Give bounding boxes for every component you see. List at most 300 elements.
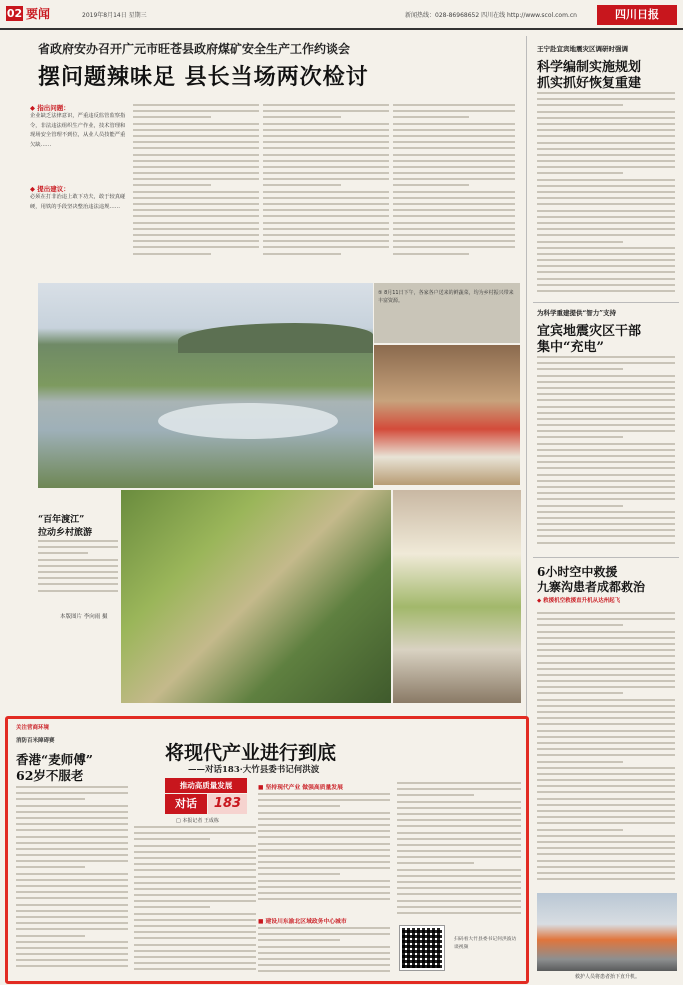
text-line	[133, 191, 259, 193]
text-line	[537, 191, 675, 193]
text-line	[263, 184, 341, 186]
text-line	[263, 191, 389, 193]
right-mid-headline-1: 宜宾地震灾区干部	[537, 324, 642, 339]
text-line	[134, 845, 256, 847]
text-line	[133, 135, 259, 137]
text-line	[537, 816, 675, 818]
text-line	[537, 129, 675, 131]
text-line	[537, 505, 623, 507]
text-line	[537, 381, 675, 383]
text-line	[537, 542, 675, 544]
photo-title-1: “百年渡江”	[38, 515, 85, 525]
text-line	[133, 178, 259, 180]
right-bottom-headline-2: 九寨沟患者成都救治	[537, 580, 646, 594]
banner-number: 183	[208, 794, 247, 814]
text-line	[133, 184, 211, 186]
photo-caption-right: ⑤ 8月11日下午，各家各户送来的鲜蔬菜，均为乡村振兴带来丰富资源。	[378, 290, 514, 304]
photo-helicopter-rescue	[537, 893, 677, 971]
right-top-kicker: 王宁赴宜宾地震灾区调研时强调	[537, 45, 628, 53]
banner-top: 推动高质量发展	[165, 778, 247, 793]
text-line	[537, 241, 623, 243]
text-line	[537, 853, 675, 855]
text-line	[38, 577, 118, 579]
text-line	[397, 887, 521, 889]
text-line	[537, 399, 675, 401]
text-line	[537, 185, 675, 187]
boxed-tag: 关注营商环境	[16, 725, 50, 731]
lead-problems-text: 企业缺乏法律意识，严重违反监管监察指令，非法违法组织生产作业，技术管理和现场安全管理不到位，从业人员技能严重欠缺……	[30, 113, 126, 148]
text-line	[537, 860, 675, 862]
text-line	[263, 154, 389, 156]
text-line	[537, 699, 675, 701]
text-line	[537, 222, 675, 224]
text-line	[537, 705, 675, 707]
text-line	[537, 804, 675, 806]
text-line	[537, 668, 675, 670]
text-line	[134, 888, 256, 890]
text-line	[133, 147, 259, 149]
text-line	[397, 788, 521, 790]
lead-column-3	[393, 104, 515, 264]
text-line	[393, 222, 515, 224]
text-line	[263, 203, 389, 205]
boxed-reporter: □ 本报记者 王成栋	[176, 818, 219, 824]
text-line	[397, 856, 521, 858]
text-line	[537, 216, 675, 218]
left-story-tag: 消防百米障碍赛	[16, 738, 55, 744]
text-line	[258, 927, 390, 929]
right-divider-1	[533, 302, 679, 303]
text-line	[537, 631, 675, 633]
text-line	[537, 467, 675, 469]
lead-column-2	[263, 104, 389, 264]
text-line	[258, 880, 390, 882]
right-divider-2	[533, 557, 679, 558]
text-line	[133, 253, 211, 255]
text-line	[133, 197, 259, 199]
text-line	[258, 970, 390, 972]
text-line	[537, 117, 675, 119]
text-line	[537, 278, 675, 280]
text-line	[258, 952, 390, 954]
text-line	[263, 209, 389, 211]
text-line	[537, 822, 675, 824]
text-line	[258, 898, 390, 900]
text-line	[134, 869, 256, 871]
text-line	[134, 919, 256, 921]
text-line	[397, 794, 474, 796]
text-line	[537, 736, 675, 738]
text-line	[537, 406, 675, 408]
text-line	[537, 356, 675, 358]
text-line	[133, 228, 259, 230]
text-line	[133, 240, 259, 242]
text-line	[537, 624, 623, 626]
text-line	[537, 674, 675, 676]
text-line	[133, 141, 259, 143]
right-top-body	[537, 92, 675, 297]
text-line	[393, 110, 515, 112]
text-line	[133, 234, 259, 236]
text-line	[537, 480, 675, 482]
right-top-headline-2: 抓实抓好恢复重建	[537, 76, 642, 91]
text-line	[258, 799, 390, 801]
text-line	[393, 228, 515, 230]
text-line	[537, 234, 675, 236]
text-line	[537, 418, 675, 420]
text-line	[258, 855, 390, 857]
text-line	[397, 893, 521, 895]
right-bottom-caption: 救护人员将患者抬下直升机。	[575, 974, 641, 980]
text-line	[537, 511, 675, 513]
text-line	[393, 253, 469, 255]
text-line	[537, 498, 675, 500]
text-line	[397, 807, 521, 809]
text-line	[393, 203, 515, 205]
text-line	[397, 844, 521, 846]
photo-feature-body	[38, 540, 118, 598]
text-line	[258, 818, 390, 820]
text-line	[263, 135, 389, 137]
text-line	[537, 717, 675, 719]
text-line	[537, 649, 675, 651]
text-line	[537, 618, 675, 620]
text-line	[263, 116, 341, 118]
text-line	[263, 234, 389, 236]
text-line	[537, 412, 675, 414]
text-line	[134, 956, 256, 958]
text-line	[397, 900, 521, 902]
text-line	[38, 540, 118, 542]
text-line	[537, 829, 623, 831]
text-line	[393, 104, 515, 106]
text-line	[537, 166, 675, 168]
text-line	[537, 387, 675, 389]
text-line	[258, 964, 390, 966]
text-line	[397, 875, 521, 877]
text-line	[393, 147, 515, 149]
boxed-column-2a	[258, 793, 390, 908]
text-line	[263, 129, 389, 131]
text-line	[133, 166, 259, 168]
text-line	[133, 215, 259, 217]
lead-suggestions-text: 必须在打非治违上敢下功夫，敢于较真碰硬，用铁的手段坚决整治违法违规……	[30, 194, 126, 210]
text-line	[537, 798, 675, 800]
text-line	[537, 742, 675, 744]
text-line	[133, 154, 259, 156]
text-line	[397, 782, 521, 784]
text-line	[537, 486, 675, 488]
text-line	[38, 571, 118, 573]
photo-river-landscape	[38, 283, 373, 488]
text-line	[537, 492, 675, 494]
text-line	[38, 590, 118, 592]
text-line	[258, 824, 390, 826]
photo-vegetable-stall	[374, 345, 520, 485]
text-line	[393, 154, 515, 156]
photo-harvest-vegetables	[121, 490, 391, 703]
text-line	[38, 565, 118, 567]
text-line	[397, 869, 521, 871]
text-line	[537, 686, 675, 688]
text-line	[133, 222, 259, 224]
text-line	[263, 215, 389, 217]
text-line	[537, 265, 675, 267]
text-line	[397, 819, 521, 821]
text-line	[397, 801, 521, 803]
section-name: 要闻	[26, 7, 51, 21]
boxed-column-2b	[258, 927, 390, 977]
qr-code[interactable]	[400, 926, 444, 970]
text-line	[393, 123, 515, 125]
section-number: 02	[6, 7, 23, 20]
text-line	[133, 209, 259, 211]
text-line	[537, 123, 675, 125]
text-line	[38, 559, 118, 561]
lead-column-1	[133, 104, 259, 264]
text-line	[537, 680, 675, 682]
text-line	[537, 637, 675, 639]
text-line	[537, 92, 675, 94]
text-line	[393, 166, 515, 168]
text-line	[537, 841, 675, 843]
text-line	[537, 424, 675, 426]
boxed-column-1	[134, 826, 256, 976]
text-line	[397, 825, 521, 827]
news-hotline: 新闻热线：028-86968652 四川在线 http://www.scol.com.cn	[405, 12, 577, 19]
text-line	[393, 135, 515, 137]
text-line	[537, 197, 675, 199]
text-line	[134, 894, 256, 896]
qr-note: 扫码看大竹县委书记何洪波访谈视频	[454, 937, 517, 950]
text-line	[537, 253, 675, 255]
text-line	[263, 228, 389, 230]
photo-title-2: 拉动乡村旅游	[38, 528, 93, 538]
text-line	[537, 104, 623, 106]
text-line	[537, 135, 675, 137]
text-line	[397, 881, 521, 883]
text-line	[393, 116, 469, 118]
right-bottom-body	[537, 612, 675, 890]
text-line	[38, 583, 118, 585]
text-line	[134, 962, 256, 964]
text-line	[537, 761, 623, 763]
text-line	[258, 830, 390, 832]
text-line	[393, 215, 515, 217]
text-line	[263, 141, 389, 143]
text-line	[537, 692, 623, 694]
text-line	[263, 110, 389, 112]
text-line	[537, 810, 675, 812]
text-line	[537, 754, 675, 756]
text-line	[537, 247, 675, 249]
text-line	[397, 813, 521, 815]
text-line	[537, 535, 675, 537]
text-line	[134, 851, 256, 853]
text-line	[134, 913, 256, 915]
text-line	[537, 148, 675, 150]
text-line	[134, 906, 210, 908]
text-line	[537, 362, 675, 364]
text-line	[263, 222, 389, 224]
text-line	[263, 166, 389, 168]
left-story-headline-2: 62岁不服老	[16, 768, 84, 783]
text-line	[134, 937, 256, 939]
text-line	[393, 209, 515, 211]
lead-tag-suggestions: ◆ 提出建议：	[30, 185, 70, 193]
text-line	[537, 523, 675, 525]
text-line	[134, 876, 256, 878]
photo-hills	[178, 323, 373, 353]
text-line	[537, 643, 675, 645]
text-line	[537, 443, 675, 445]
text-line	[537, 179, 675, 181]
issue-date: 2019年8月14日 星期三	[82, 12, 147, 19]
text-line	[263, 178, 389, 180]
text-line	[537, 228, 675, 230]
text-line	[537, 271, 675, 273]
text-line	[537, 847, 675, 849]
text-line	[38, 546, 118, 548]
text-line	[397, 912, 521, 914]
text-line	[263, 240, 389, 242]
text-line	[393, 197, 515, 199]
text-line	[537, 730, 675, 732]
right-top-headline-1: 科学编制实施规划	[537, 60, 642, 75]
text-line	[258, 836, 390, 838]
text-line	[133, 123, 259, 125]
text-line	[393, 184, 469, 186]
text-line	[537, 866, 675, 868]
text-line	[258, 812, 390, 814]
text-line	[263, 246, 389, 248]
text-line	[537, 872, 675, 874]
lead-headline: 摆问题辣味足 县长当场两次检讨	[38, 64, 369, 90]
text-line	[258, 958, 390, 960]
text-line	[537, 290, 675, 292]
text-line	[537, 662, 675, 664]
right-mid-kicker: 为科学重建提供“智力”支持	[537, 309, 616, 317]
text-line	[258, 849, 390, 851]
text-line	[397, 906, 521, 908]
boxed-subhead: ——对话183·大竹县委书记何洪波	[188, 765, 320, 775]
text-line	[133, 129, 259, 131]
text-line	[134, 857, 256, 859]
right-bottom-headline-1: 6小时空中救援	[537, 565, 618, 579]
text-line	[537, 655, 675, 657]
text-line	[133, 160, 259, 162]
text-line	[134, 863, 256, 865]
text-line	[537, 172, 623, 174]
text-line	[537, 748, 675, 750]
text-line	[537, 711, 675, 713]
text-line	[537, 455, 675, 457]
text-line	[537, 259, 675, 261]
text-line	[263, 147, 389, 149]
text-line	[537, 142, 675, 144]
text-line	[263, 172, 389, 174]
text-line	[134, 882, 256, 884]
text-line	[537, 767, 675, 769]
text-line	[134, 838, 210, 840]
text-line	[134, 925, 256, 927]
text-line	[393, 191, 515, 193]
text-line	[537, 430, 675, 432]
text-line	[258, 843, 390, 845]
photo-river	[158, 403, 338, 439]
text-line	[397, 832, 521, 834]
boxed-headline: 将现代产业进行到底	[165, 742, 337, 764]
text-line	[397, 850, 521, 852]
photo-kitchen-cook	[393, 490, 521, 703]
text-line	[537, 111, 675, 113]
text-line	[393, 234, 515, 236]
text-line	[133, 116, 211, 118]
right-mid-headline-2: 集中“充电”	[537, 340, 604, 355]
text-line	[258, 793, 390, 795]
lead-tag-problems: ◆ 指出问题：	[30, 104, 70, 112]
text-line	[537, 154, 675, 156]
text-line	[537, 517, 675, 519]
lead-kicker: 省政府安办召开广元市旺苍县政府煤矿安全生产工作约谈会	[38, 42, 351, 56]
text-line	[537, 474, 675, 476]
right-mid-body	[537, 356, 675, 550]
text-line	[258, 873, 340, 875]
text-line	[393, 172, 515, 174]
text-line	[393, 129, 515, 131]
left-story-headline-1: 香港“麦师傅”	[16, 752, 93, 767]
text-line	[258, 892, 390, 894]
text-line	[537, 878, 675, 880]
text-line	[537, 284, 675, 286]
text-line	[258, 861, 390, 863]
text-line	[537, 835, 675, 837]
text-line	[258, 805, 340, 807]
boxed-section-2: ■ 建设川东渝北区域政务中心城市	[258, 919, 347, 925]
text-line	[537, 393, 675, 395]
text-line	[393, 141, 515, 143]
text-line	[537, 773, 675, 775]
text-line	[133, 172, 259, 174]
newspaper-logo: 四川日报	[597, 5, 677, 25]
text-line	[263, 253, 341, 255]
text-line	[537, 785, 675, 787]
text-line	[258, 933, 390, 935]
text-line	[397, 838, 521, 840]
text-line	[537, 723, 675, 725]
text-line	[537, 368, 623, 370]
text-line	[263, 160, 389, 162]
text-line	[537, 612, 675, 614]
text-line	[133, 110, 259, 112]
photo-credit: 本版图片 李向雨 摄	[60, 614, 108, 620]
text-line	[133, 104, 259, 106]
text-line	[537, 779, 675, 781]
text-line	[537, 98, 675, 100]
text-line	[258, 946, 390, 948]
text-line	[393, 246, 515, 248]
text-line	[537, 375, 675, 377]
text-line	[393, 160, 515, 162]
text-line	[537, 449, 675, 451]
banner-left: 对话	[165, 794, 207, 814]
text-line	[537, 203, 675, 205]
text-line	[258, 867, 390, 869]
text-line	[38, 552, 88, 554]
text-line	[133, 246, 259, 248]
text-line	[263, 123, 389, 125]
text-line	[393, 240, 515, 242]
